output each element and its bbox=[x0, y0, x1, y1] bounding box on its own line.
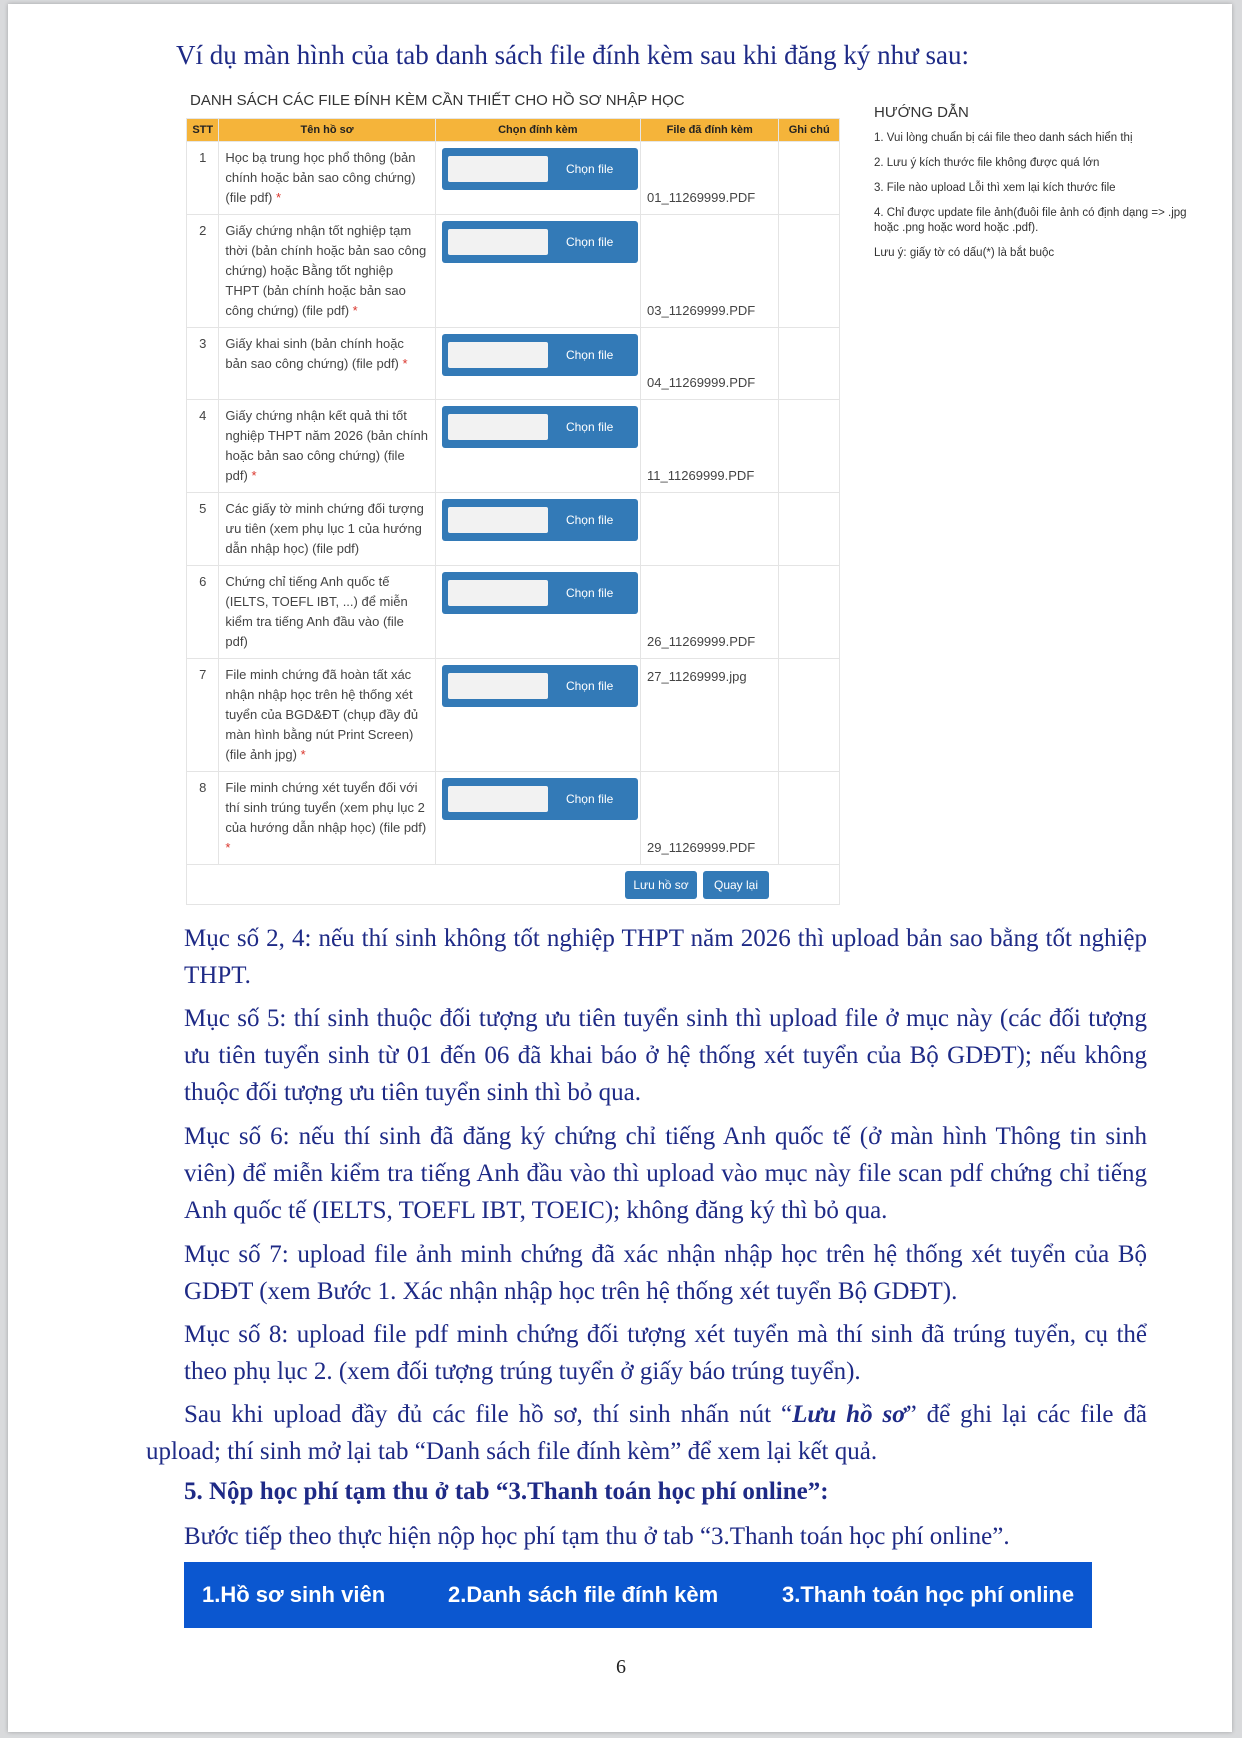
row-note bbox=[779, 142, 840, 215]
col-note: Ghi chú bbox=[779, 119, 840, 142]
col-attached: File đã đính kèm bbox=[641, 119, 779, 142]
row-note bbox=[779, 493, 840, 566]
choose-file-button[interactable] bbox=[442, 572, 638, 614]
paragraph-6-part: ” để ghi lại các file đã upload; thí sinh mở lại tab “Danh sách file đính kèm” để xem lại kết quả. bbox=[146, 1401, 1148, 1465]
table-row bbox=[187, 328, 840, 400]
row-choose-cell bbox=[435, 659, 640, 772]
row-attached-file: 11_11269999.PDF bbox=[641, 400, 779, 493]
table-row bbox=[187, 215, 840, 328]
tab-attachment-list[interactable]: 2.Danh sách file đính kèm bbox=[448, 1582, 719, 1607]
row-choose-cell bbox=[435, 400, 640, 493]
row-name-cell bbox=[219, 215, 435, 328]
tab-online-payment[interactable]: 3.Thanh toán học phí online bbox=[782, 1582, 1075, 1607]
row-note bbox=[779, 772, 840, 865]
file-name-box bbox=[448, 156, 548, 182]
choose-file-label: Chọn file bbox=[565, 348, 614, 362]
row-stt: 6 bbox=[187, 566, 219, 659]
row-stt: 8 bbox=[187, 772, 219, 865]
intro-text: Ví dụ màn hình của tab danh sách file đính kèm sau khi đăng ký như sau: bbox=[176, 40, 969, 70]
file-name-box bbox=[448, 673, 548, 699]
paragraph-6 bbox=[146, 1396, 1147, 1470]
required-mark: * bbox=[276, 190, 282, 205]
row-choose-cell bbox=[435, 493, 640, 566]
choose-file-button[interactable] bbox=[442, 221, 638, 263]
required-mark: * bbox=[225, 840, 231, 855]
table-footer bbox=[186, 865, 840, 905]
row-name: Các giấy tờ minh chứng đối tượng ưu tiên (xem phụ lục 1 của hướng dẫn nhập học) (file pdf) bbox=[225, 501, 424, 556]
row-attached-file: 01_11269999.PDF bbox=[641, 142, 779, 215]
row-attached-file bbox=[641, 493, 779, 566]
guide-item: 2. Lưu ý kích thước file không được quá lớn bbox=[874, 157, 1100, 169]
file-name-box bbox=[448, 507, 548, 533]
choose-file-button[interactable] bbox=[442, 778, 638, 820]
required-mark: * bbox=[402, 356, 408, 371]
file-name-box bbox=[448, 414, 548, 440]
row-note bbox=[779, 659, 840, 772]
save-profile-emphasis: Lưu hồ sơ bbox=[792, 1401, 906, 1428]
row-choose-cell bbox=[435, 142, 640, 215]
back-button[interactable]: Quay lại bbox=[703, 871, 769, 899]
choose-file-label: Chọn file bbox=[565, 513, 614, 527]
row-stt: 4 bbox=[187, 400, 219, 493]
required-mark: * bbox=[300, 747, 306, 762]
attachment-list-title: DANH SÁCH CÁC FILE ĐÍNH KÈM CẦN THIẾT CHO HỒ SƠ NHẬP HỌC bbox=[190, 92, 685, 109]
paragraph-6-part: Sau khi upload đầy đủ các file hồ sơ, thí sinh nhấn nút “ bbox=[184, 1401, 793, 1428]
row-stt: 5 bbox=[187, 493, 219, 566]
table-header-row bbox=[187, 119, 840, 142]
row-note bbox=[779, 566, 840, 659]
row-stt: 7 bbox=[187, 659, 219, 772]
table-row bbox=[187, 400, 840, 493]
choose-file-label: Chọn file bbox=[565, 235, 614, 249]
tab-student-profile[interactable]: 1.Hồ sơ sinh viên bbox=[202, 1582, 386, 1607]
row-note bbox=[779, 400, 840, 493]
row-name-cell bbox=[219, 772, 435, 865]
paragraph-3: Mục số 6: nếu thí sinh đã đăng ký chứng chỉ tiếng Anh quốc tế (ở màn hình Thông tin sinh viên) để miễn kiểm tra tiếng Anh đầu vào thì upload vào mục này file scan pdf chứng chỉ tiếng Anh quốc tế (IELTS, TOEFL IBT, TOEIC); không đăng ký thì bỏ qua. bbox=[184, 1123, 1147, 1224]
paragraph-1: Mục số 2, 4: nếu thí sinh không tốt nghiệp THPT năm 2026 thì upload bản sao bằng tốt nghiệp THPT. bbox=[184, 925, 1147, 989]
row-name: Giấy chứng nhận kết quả thi tốt nghiệp THPT năm 2026 (bản chính hoặc bản sao công chứng) (file pdf) bbox=[225, 408, 429, 483]
row-name: Chứng chỉ tiếng Anh quốc tế (IELTS, TOEFL IBT, ...) để miễn kiểm tra tiếng Anh đầu vào (file pdf) bbox=[225, 574, 408, 649]
guide-item: 4. Chỉ được update file ảnh(đuôi file ảnh có định dạng => .jpg hoặc .png hoặc word hoặc .pdf). bbox=[874, 207, 1187, 234]
choose-file-label: Chọn file bbox=[565, 586, 614, 600]
row-attached-file: 27_11269999.jpg bbox=[641, 659, 779, 772]
row-name: File minh chứng đã hoàn tất xác nhận nhập học trên hệ thống xét tuyển của BGD&ĐT (chụp đầy đủ màn hình bằng nút Print Screen) (file ảnh jpg) bbox=[225, 667, 419, 762]
table-row bbox=[187, 493, 840, 566]
required-mark: * bbox=[352, 303, 358, 318]
row-stt: 3 bbox=[187, 328, 219, 400]
page-number: 6 bbox=[616, 1656, 626, 1678]
col-name: Tên hồ sơ bbox=[219, 119, 435, 142]
choose-file-button[interactable] bbox=[442, 148, 638, 190]
col-stt: STT bbox=[187, 119, 219, 142]
row-note bbox=[779, 215, 840, 328]
tab-bar bbox=[184, 1562, 1092, 1628]
row-name: Giấy chứng nhận tốt nghiệp tạm thời (bản chính hoặc bản sao công chứng) hoặc Bằng tốt nghiệp THPT (bản chính hoặc bản sao công chứng) (file pdf) bbox=[225, 223, 427, 318]
row-choose-cell bbox=[435, 566, 640, 659]
embedded-screenshot bbox=[186, 86, 1187, 906]
guide-panel bbox=[874, 104, 1194, 271]
row-name: Học bạ trung học phổ thông (bản chính hoặc bản sao công chứng) (file pdf) bbox=[225, 150, 416, 205]
file-name-box bbox=[448, 229, 548, 255]
row-attached-file: 03_11269999.PDF bbox=[641, 215, 779, 328]
guide-item: 3. File nào upload Lỗi thì xem lại kích thước file bbox=[874, 182, 1116, 194]
choose-file-label: Chọn file bbox=[565, 420, 614, 434]
paragraph-4: Mục số 7: upload file ảnh minh chứng đã xác nhận nhập học trên hệ thống xét tuyển của Bộ GDĐT (xem Bước 1. Xác nhận nhập học trên hệ thống xét tuyển Bộ GDĐT). bbox=[184, 1241, 1147, 1305]
choose-file-button[interactable] bbox=[442, 665, 638, 707]
row-name: File minh chứng xét tuyển đối với thí sinh trúng tuyển (xem phụ lục 2 của hướng dẫn nhập học) (file pdf) bbox=[225, 780, 427, 835]
file-name-box bbox=[448, 342, 548, 368]
save-profile-button[interactable]: Lưu hồ sơ bbox=[625, 871, 697, 899]
row-stt: 2 bbox=[187, 215, 219, 328]
guide-note: Lưu ý: giấy tờ có dấu(*) là bắt buộc bbox=[874, 247, 1055, 259]
file-name-box bbox=[448, 580, 548, 606]
section-5-heading: 5. Nộp học phí tạm thu ở tab “3.Thanh toán học phí online”: bbox=[184, 1478, 829, 1505]
row-attached-file: 26_11269999.PDF bbox=[641, 566, 779, 659]
table-row bbox=[187, 772, 840, 865]
choose-file-label: Chọn file bbox=[565, 679, 614, 693]
row-attached-file: 04_11269999.PDF bbox=[641, 328, 779, 400]
row-note bbox=[779, 328, 840, 400]
row-name-cell bbox=[219, 400, 435, 493]
file-name-box bbox=[448, 786, 548, 812]
table-row bbox=[187, 659, 840, 772]
choose-file-label: Chọn file bbox=[565, 792, 614, 806]
row-name-cell bbox=[219, 659, 435, 772]
choose-file-label: Chọn file bbox=[565, 162, 614, 176]
paragraph-2: Mục số 5: thí sinh thuộc đối tượng ưu tiên tuyển sinh thì upload file ở mục này (các đối tượng ưu tiên tuyển sinh từ 01 đến 06 đã khai báo ở hệ thống xét tuyển của Bộ GDĐT); nếu không thuộc đối tượng ưu tiên tuyển sinh thì bỏ qua. bbox=[184, 1005, 1147, 1106]
choose-file-button[interactable] bbox=[442, 334, 638, 376]
paragraph-7: Bước tiếp theo thực hiện nộp học phí tạm thu ở tab “3.Thanh toán học phí online”. bbox=[184, 1523, 1010, 1550]
attachment-table bbox=[186, 118, 840, 865]
row-name: Giấy khai sinh (bản chính hoặc bản sao công chứng) (file pdf) bbox=[225, 336, 404, 371]
row-choose-cell bbox=[435, 772, 640, 865]
paragraph-5: Mục số 8: upload file pdf minh chứng đối tượng xét tuyển mà thí sinh đã trúng tuyển, cụ thể theo phụ lục 2. (xem đối tượng trúng tuyển ở giấy báo trúng tuyển). bbox=[184, 1321, 1147, 1385]
choose-file-button[interactable] bbox=[442, 406, 638, 448]
col-choose: Chọn đính kèm bbox=[435, 119, 640, 142]
guide-item: 1. Vui lòng chuẩn bị cái file theo danh sách hiển thị bbox=[874, 132, 1133, 144]
row-name-cell bbox=[219, 493, 435, 566]
table-row bbox=[187, 566, 840, 659]
row-name-cell bbox=[219, 328, 435, 400]
row-name-cell bbox=[219, 142, 435, 215]
guide-title: HƯỚNG DẪN bbox=[874, 104, 969, 121]
required-mark: * bbox=[251, 468, 257, 483]
row-attached-file: 29_11269999.PDF bbox=[641, 772, 779, 865]
choose-file-button[interactable] bbox=[442, 499, 638, 541]
row-name-cell bbox=[219, 566, 435, 659]
row-choose-cell bbox=[435, 328, 640, 400]
row-stt: 1 bbox=[187, 142, 219, 215]
table-row bbox=[187, 142, 840, 215]
row-choose-cell bbox=[435, 215, 640, 328]
